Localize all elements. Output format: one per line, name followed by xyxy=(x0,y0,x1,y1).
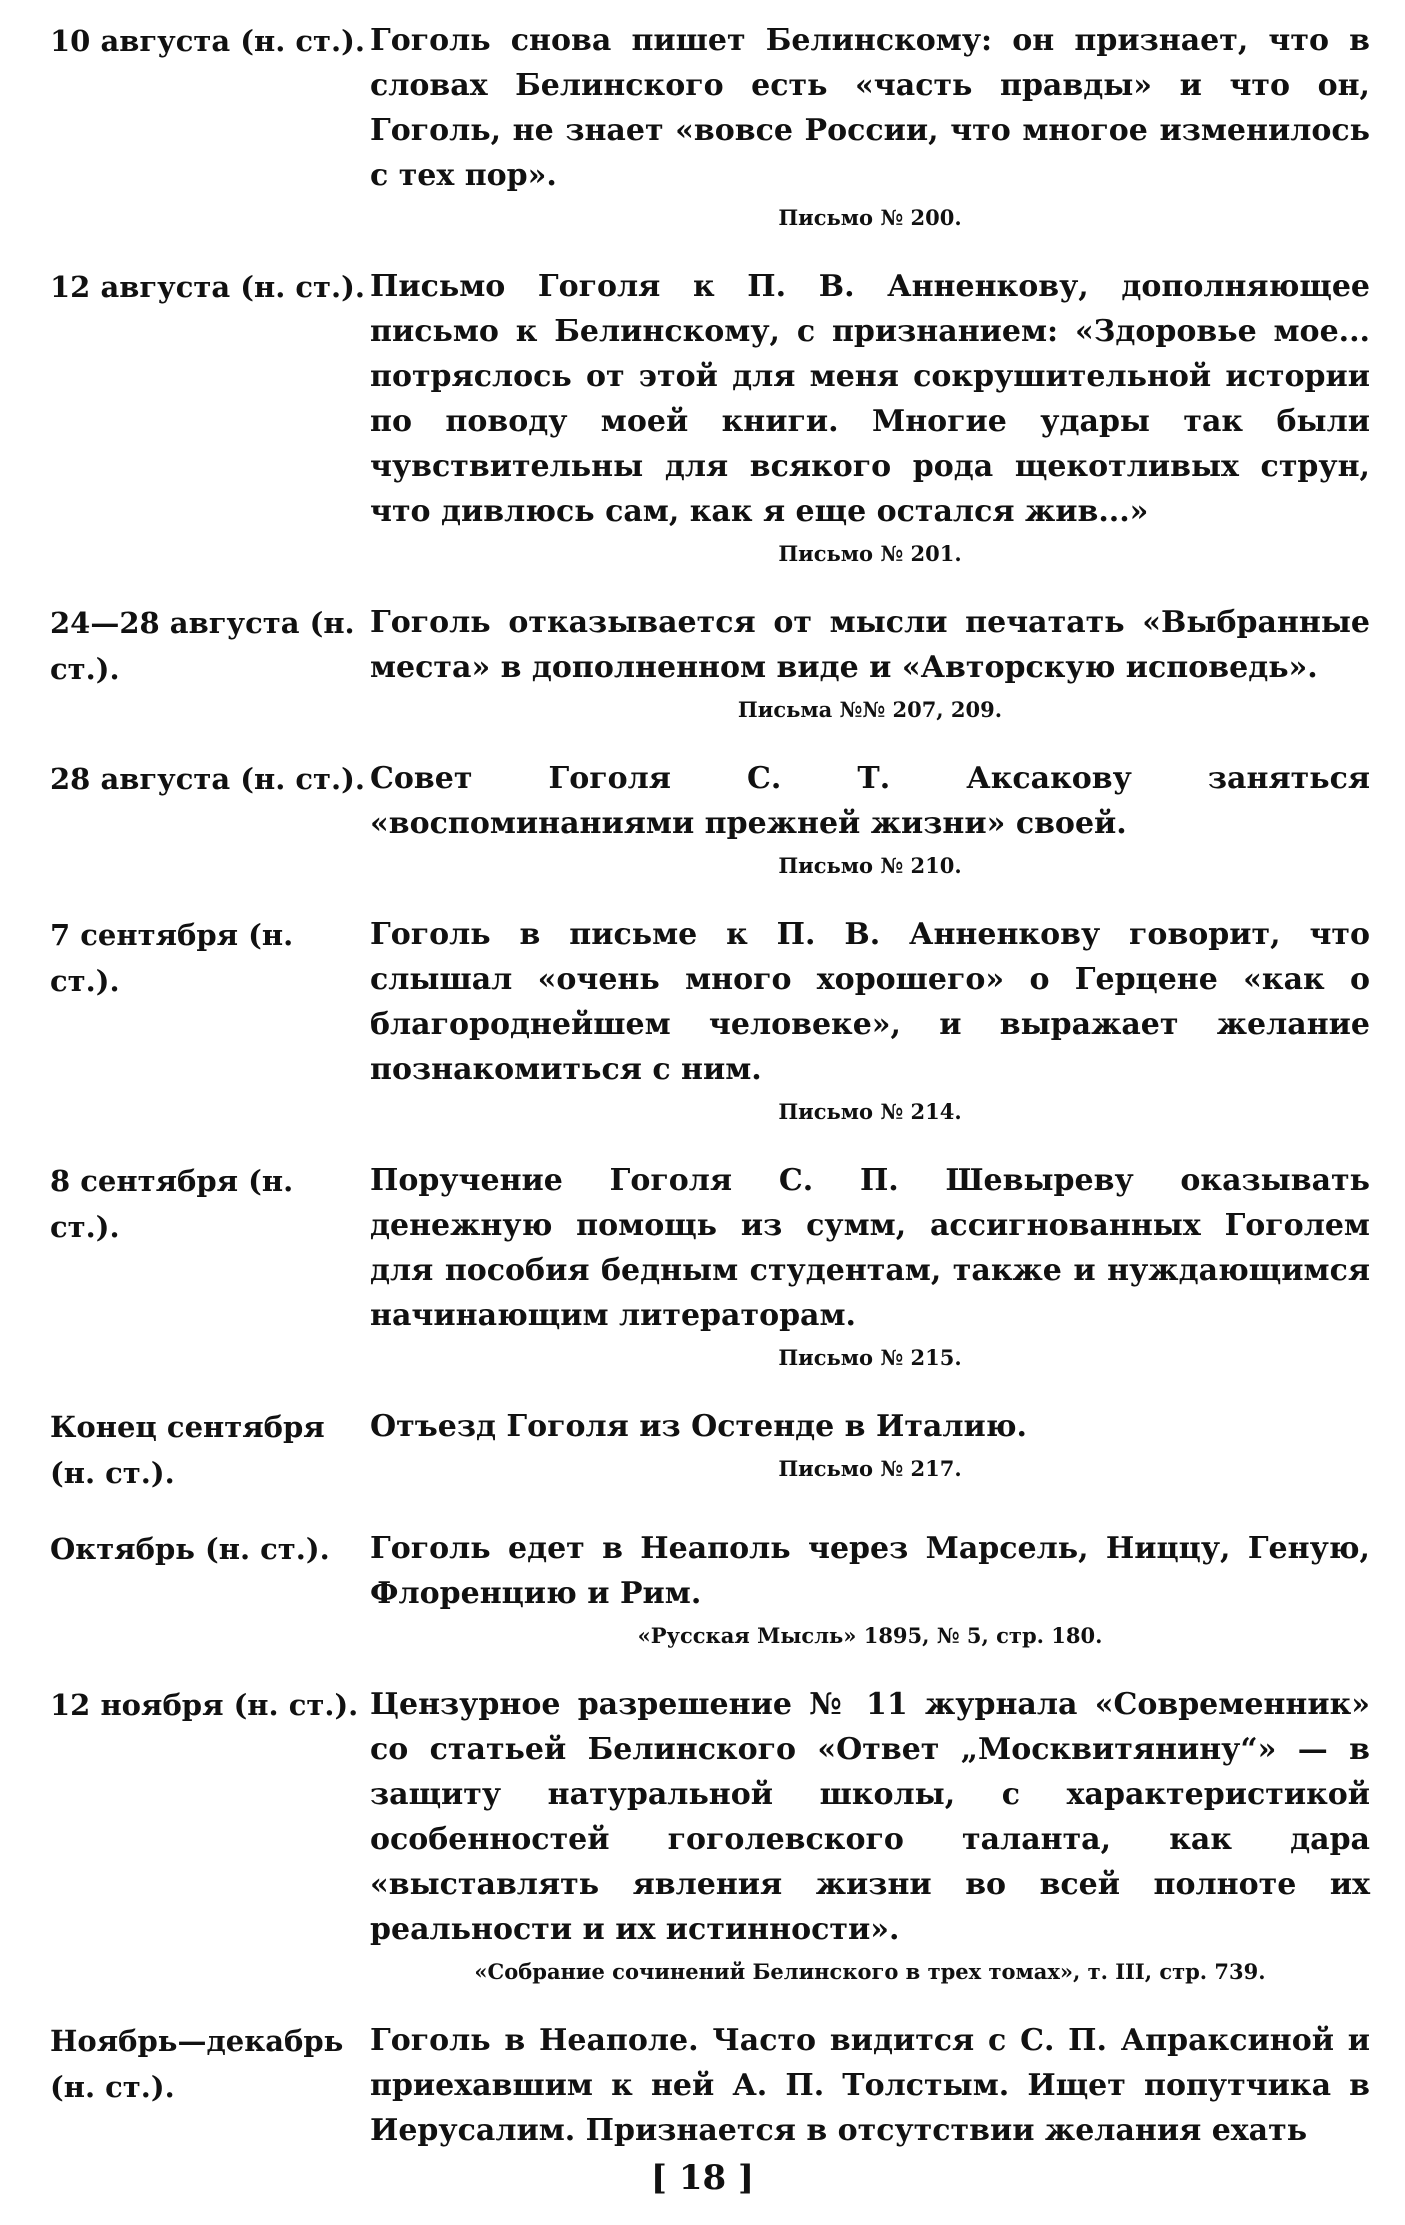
chronicle-entry xyxy=(50,1158,1370,1374)
entry-date: 24—28 августа (н. ст.). xyxy=(50,606,355,686)
entry-text: Гоголь едет в Неаполь через Марсель, Ниццу, Геную, Флоренцию и Рим. xyxy=(370,1531,1370,1611)
entry-body xyxy=(370,1526,1370,1652)
entry-date: 12 ноября (н. ст.). xyxy=(50,1688,359,1722)
chronicle-entry xyxy=(50,264,1370,570)
entry-text: Гоголь в письме к П. В. Анненкову говорит, что слышал «очень много хорошего» о Герцене «как о благороднейшем человеке», и выражает желание познакомиться с ним. xyxy=(370,917,1370,1087)
entry-source: «Собрание сочинений Белинского в трех томах», т. III, стр. 739. xyxy=(474,1959,1266,1984)
chronicle-entry xyxy=(50,912,1370,1128)
entry-date: 28 августа (н. ст.). xyxy=(50,762,365,796)
chronicle-entry xyxy=(50,600,1370,726)
entry-body xyxy=(370,600,1370,726)
chronicle-entry xyxy=(50,18,1370,234)
entry-text: Совет Гоголя С. Т. Аксакову заняться «воспоминаниями прежней жизни» своей. xyxy=(370,761,1370,841)
entry-body xyxy=(370,264,1370,570)
chronicle-entry xyxy=(50,2018,1370,2153)
chronicle-entry xyxy=(50,1526,1370,1652)
page-number: [ 18 ] xyxy=(650,2158,755,2198)
entry-body xyxy=(370,2018,1370,2153)
entry-date: Октябрь (н. ст.). xyxy=(50,1532,330,1566)
entry-text: Отъезд Гоголя из Остенде в Италию. xyxy=(370,1409,1027,1444)
entry-body xyxy=(370,912,1370,1128)
entry-text: Гоголь отказывается от мысли печатать «Выбранные места» в дополненном виде и «Авторскую исповедь». xyxy=(370,605,1370,685)
chronicle-entry xyxy=(50,1682,1370,1988)
entry-source: Письмо № 201. xyxy=(778,541,962,566)
entry-date: 12 августа (н. ст.). xyxy=(50,270,365,304)
entry-date: Ноябрь—декабрь (н. ст.). xyxy=(50,2024,344,2104)
entry-source: Письмо № 200. xyxy=(778,205,962,230)
entry-date: 10 августа (н. ст.). xyxy=(50,24,365,58)
entry-body xyxy=(370,756,1370,882)
entry-source: Письмо № 210. xyxy=(778,853,962,878)
entry-source: Письмо № 214. xyxy=(778,1099,962,1124)
entry-date: 7 сентября (н. ст.). xyxy=(50,918,294,998)
entry-text: Гоголь в Неаполе. Часто видится с С. П. Апраксиной и приехавшим к ней А. П. Толстым. Ищет попутчика в Иерусалим. Признается в отсутствии желания ехать xyxy=(370,2023,1370,2148)
entry-body xyxy=(370,1404,1370,1496)
page xyxy=(50,18,1370,2183)
entry-source: «Русская Мысль» 1895, № 5, стр. 180. xyxy=(637,1623,1103,1648)
chronicle-entry xyxy=(50,1404,1370,1496)
entry-text: Поручение Гоголя С. П. Шевыреву оказывать денежную помощь из сумм, ассигнованных Гоголем для пособия бедным студентам, также и нуждающимся начинающим литераторам. xyxy=(370,1163,1370,1333)
entry-date: 8 сентября (н. ст.). xyxy=(50,1164,294,1244)
entry-body xyxy=(370,1682,1370,1988)
chronicle-entry xyxy=(50,756,1370,882)
entry-text: Гоголь снова пишет Белинскому: он признает, что в словах Белинского есть «часть правды» и что он, Гоголь, не знает «вовсе России, что многое изменилось с тех пор». xyxy=(370,23,1370,193)
entry-body xyxy=(370,18,1370,234)
entry-source: Письма №№ 207, 209. xyxy=(737,697,1003,722)
entry-source: Письмо № 217. xyxy=(778,1456,962,1481)
entry-source: Письмо № 215. xyxy=(778,1345,962,1370)
entry-body xyxy=(370,1158,1370,1374)
entry-text: Цензурное разрешение № 11 журнала «Современник» со статьей Белинского «Ответ „Москвитянину“» — в защиту натуральной школы, с характеристикой особенностей гоголевского таланта, как дара «выставлять явления жизни во всей полноте их реальности и их истинности». xyxy=(370,1687,1370,1947)
entry-text: Письмо Гоголя к П. В. Анненкову, дополняющее письмо к Белинскому, с признанием: «Здоровье мое... потряслось от этой для меня сокрушительной истории по поводу моей книги. Многие удары так были чувствительны для всякого рода щекотливых струн, что дивлюсь сам, как я еще остался жив...» xyxy=(370,269,1370,529)
entry-date: Конец сентября (н. ст.). xyxy=(50,1410,325,1490)
